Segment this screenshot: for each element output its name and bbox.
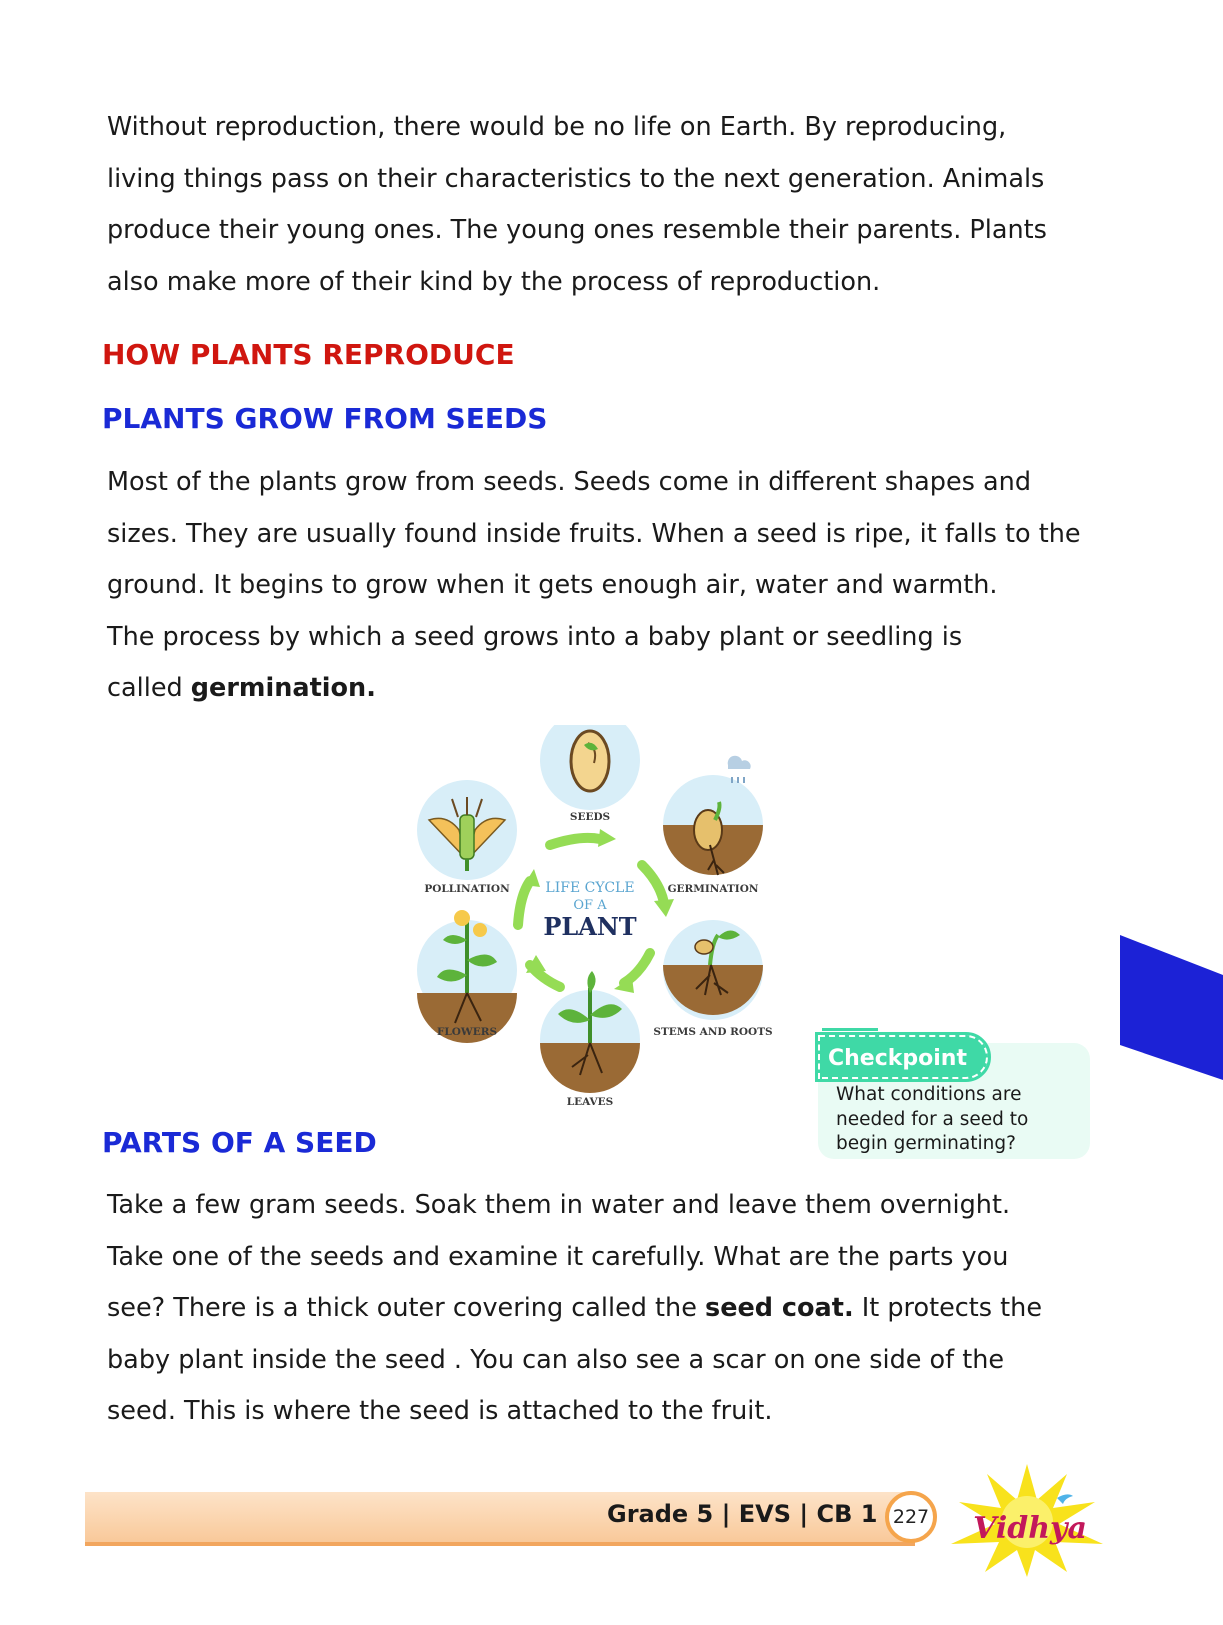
parts-line3-suffix: It protects the [853,1293,1043,1323]
parts-line: baby plant inside the seed . You can also see a scar on one side of the [107,1344,1005,1375]
stage-label-pollination: POLLINATION [424,883,510,895]
stage-label-seeds: SEEDS [569,811,611,823]
seeds-paragraph [107,457,1127,715]
heading-how-plants-reproduce: HOW PLANTS REPRODUCE [102,338,515,371]
checkpoint-title: Checkpoint [818,1035,988,1079]
checkpoint-line: What conditions are [836,1084,1022,1105]
heading-plants-grow-from-seeds: PLANTS GROW FROM SEEDS [102,402,548,435]
stage-label-germination: GERMINATION [667,883,759,895]
seeds-line: sizes. They are usually found inside fruits. When a seed is ripe, it falls to the [107,518,1081,549]
center-title-mid: OF A [573,898,607,913]
parts-paragraph [107,1180,1127,1438]
center-title-main: PLANT [543,912,637,941]
side-tab-marker [1120,935,1223,1080]
heading-parts-of-a-seed: PARTS OF A SEED [102,1126,377,1159]
intro-line: also make more of their kind by the process of reproduction. [107,266,881,297]
checkpoint-line: begin germinating? [836,1133,1016,1154]
checkpoint-box [818,1025,1093,1165]
parts-line: Take one of the seeds and examine it carefully. What are the parts you [107,1241,1009,1272]
seeds-line: ground. It begins to grow when it gets enough air, water and warmth. [107,570,998,600]
checkpoint-line: needed for a seed to [836,1108,1029,1130]
logo-text: Vidhya [973,1511,1087,1546]
parts-line: Take a few gram seeds. Soak them in water and leave them overnight. [107,1190,1011,1220]
page-number: 227 [885,1491,937,1543]
intro-paragraph [107,102,1127,308]
seed-stage-icon [540,725,640,810]
stage-label-leaves: LEAVES [566,1096,614,1108]
seeds-line [107,663,1127,715]
germination-term: germination. [190,673,376,703]
plant-life-cycle-diagram [410,725,795,1135]
seeds-line: The process by which a seed grows into a baby plant or seedling is [107,621,963,652]
germination-stage-icon [663,756,763,875]
seeds-line: Most of the plants grow from seeds. Seeds come in different shapes and [107,467,1032,497]
stage-label-flowers: FLOWERS [436,1026,498,1038]
seeds-last-prefix: called [107,673,191,703]
flowers-stage-icon [417,910,517,1043]
intro-line: produce their young ones. The young ones resemble their parents. Plants [107,215,1047,245]
stems-roots-stage-icon [663,920,763,1020]
footer-course-label: Grade 5 | EVS | CB 1 [607,1500,878,1528]
parts-line3-prefix: see? There is a thick outer covering called the [107,1293,706,1323]
intro-line: living things pass on their characteristics to the next generation. Animals [107,163,1045,194]
vidhya-logo [945,1462,1110,1577]
stage-label-stems-and-roots: STEMS AND ROOTS [653,1026,773,1038]
pollination-stage-icon [417,780,517,880]
intro-line: Without reproduction, there would be no life on Earth. By reproducing, [107,112,1007,142]
checkpoint-question [836,1083,1076,1157]
parts-line [107,1283,1127,1335]
checkpoint-accent-line [822,1028,878,1031]
parts-line: seed. This is where the seed is attached to the fruit. [107,1396,773,1426]
center-title-top: LIFE CYCLE [545,880,635,896]
seed-coat-term: seed coat. [705,1293,854,1323]
